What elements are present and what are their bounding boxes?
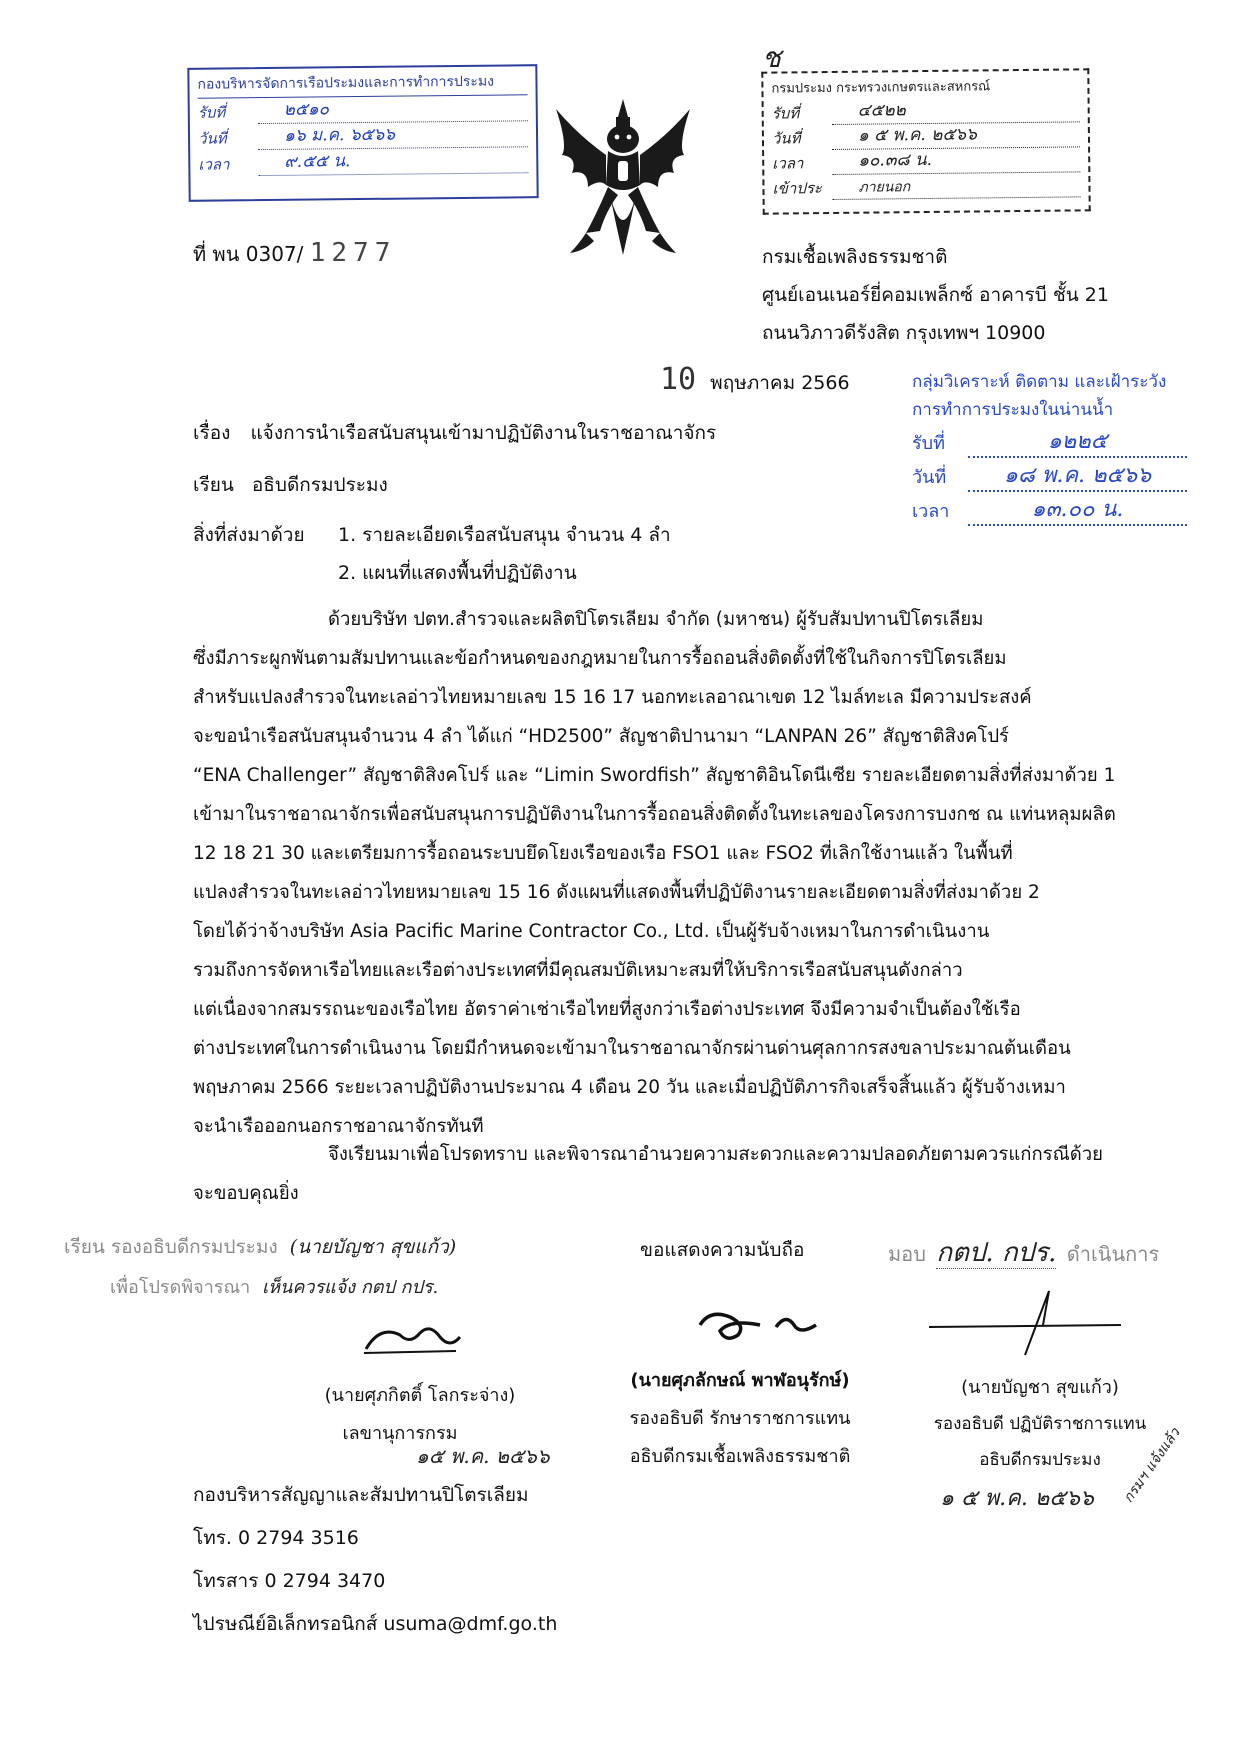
recipient-label: เรียน	[193, 474, 234, 496]
right-signer-name: (นายบัญชา สุขแก้ว)	[961, 1377, 1119, 1398]
recipient-text: อธิบดีกรมประมง	[251, 474, 388, 496]
enclosure-item: 1. รายละเอียดเรือสนับสนุน จำนวน 4 ลำ	[338, 524, 671, 546]
stamp-row	[772, 147, 1080, 175]
receiving-stamp-fisheries-division	[187, 64, 538, 202]
body-line: จะขอนำเรือสนับสนุนจำนวน 4 ลำ ได้แก่ “HD2500” สัญชาติปานามา “LANPAN 26” สัญชาติสิงคโปร์	[193, 726, 1009, 747]
left-signer-position: เลขานุการกรม	[342, 1423, 458, 1444]
stamp-value: ๑๓.๐๐ น.	[968, 496, 1187, 526]
subject-line	[193, 418, 716, 448]
body-line: สำหรับแปลงสำรวจในทะเลอ่าวไทยหมายเลข 15 16 17 นอกทะเลอาณาเขต 12 ไมล์ทะเล มีความประสงค์	[193, 687, 1032, 708]
right-assignment-note	[888, 1232, 1159, 1273]
assign-handwritten: กตป. กปร.	[936, 1238, 1057, 1268]
stamp-label: รับที่	[197, 103, 226, 122]
document-number	[193, 238, 396, 270]
agency-name: กรมเชื้อเพลิงธรรมชาติ	[762, 246, 948, 268]
stamp-row	[198, 147, 528, 176]
stamp-value: ๒๕๑๐	[258, 93, 528, 124]
body-line: แปลงสำรวจในทะเลอ่าวไทยหมายเลข 15 16 ดังแผนที่แสดงพื้นที่ปฏิบัติงานรายละเอียดตามสิ่งที่ส่งมาด้วย 2	[193, 882, 1040, 903]
assign-prefix: มอบ	[888, 1242, 926, 1266]
handwritten-name: (นายบัญชา สุขแก้ว)	[289, 1236, 457, 1258]
stamp-title: การทำการประมงในน่านน้ำ	[912, 400, 1114, 420]
letter-date	[660, 362, 850, 398]
body-paragraph	[193, 600, 1133, 1146]
body-line: เข้ามาในราชอาณาจักรเพื่อสนับสนุนการปฏิบัติงานในการรื้อถอนสิ่งติดตั้งในทะเลของโครงการบงกช ณ แท่นหลุมผลิต	[193, 804, 1116, 825]
document-number-prefix: ที่ พน 0307/	[193, 242, 304, 266]
body-line: จึงเรียนมาเพื่อโปรดทราบ และพิจารณาอำนวยความสะดวกและความปลอดภัยตามควรแก่กรณีด้วย	[328, 1144, 1104, 1165]
center-signature	[690, 1295, 830, 1355]
date-day: 10	[660, 362, 697, 397]
left-signature	[360, 1315, 470, 1360]
center-signer-position: อธิบดีกรมเชื้อเพลิงธรรมชาติ	[629, 1446, 851, 1467]
recipient-line	[193, 470, 388, 500]
stamp-row	[772, 172, 1080, 200]
center-signer-name: (นายศุภลักษณ์ พาฬอนุรักษ์)	[630, 1370, 850, 1391]
stamp-value: ๔๕๒๒	[832, 94, 1080, 125]
body-line: พฤษภาคม 2566 ระยะเวลาปฏิบัติงานประมาณ 4 เดือน 20 วัน และเมื่อปฏิบัติภารกิจเสร็จสิ้นแล้ว ผู้รับจ้างเหมา	[193, 1077, 1066, 1098]
body-line: แต่เนื่องจากสมรรถนะของเรือไทย อัตราค่าเช่าเรือไทยที่สูงกว่าเรือต่างประเทศ จึงมีความจำเป็นต้องใช้เรือ	[193, 999, 1021, 1020]
center-signer-position: รองอธิบดี รักษาราชการแทน	[629, 1408, 851, 1429]
left-note-line-2	[110, 1272, 438, 1301]
agency-address-line: ศูนย์เอนเนอร์ยี่คอมเพล็กซ์ อาคารบี ชั้น 21	[762, 284, 1109, 306]
body-line: จะนำเรือออกนอกราชอาณาจักรทันที	[193, 1116, 484, 1137]
stamp-label: เวลา	[772, 154, 804, 173]
left-signer-name: (นายศุภกิตติ์ โลกระจ่าง)	[324, 1385, 516, 1406]
stamp-title: กองบริหารจัดการเรือประมงและการทำการประมง	[197, 70, 527, 98]
contact-fax: โทรสาร 0 2794 3470	[193, 1570, 386, 1592]
document-number-stamped: 1277	[309, 238, 397, 268]
right-note-extra: กรมฯ แจ้งแล้ว	[1120, 1425, 1184, 1506]
stamp-value: ภายนอก	[832, 174, 1080, 200]
stamp-row	[912, 492, 1187, 526]
left-note-date: ๑๕ พ.ค. ๒๕๖๖	[416, 1444, 550, 1468]
subject-label: เรื่อง	[193, 422, 231, 444]
closing-paragraph	[193, 1135, 1133, 1213]
stamp-label: วันที่	[912, 467, 947, 488]
contact-phone: โทร. 0 2794 3516	[193, 1527, 359, 1549]
stamp-value: ๙.๕๕ น.	[258, 145, 528, 176]
body-line: ด้วยบริษัท ปตท.สำรวจและผลิตปิโตรเลียม จำกัด (มหาชน) ผู้รับสัมปทานปิโตรเลียม	[328, 609, 984, 630]
body-line: จะขอบคุณยิ่ง	[193, 1183, 299, 1204]
stamp-label: รับที่	[912, 433, 945, 454]
stamp-label: เวลา	[198, 155, 230, 174]
forward-stamp-text: เพื่อโปรดพิจารณา	[110, 1277, 251, 1298]
handwritten-initial: ช	[762, 41, 782, 74]
garuda-emblem	[548, 95, 698, 265]
stamp-value: ๑ ๕ พ.ค. ๒๕๖๖	[832, 119, 1080, 150]
stamp-title: กรมประมง กระทรวงเกษตรและสหกรณ์	[771, 79, 991, 97]
stamp-label: วันที่	[771, 129, 801, 148]
forward-stamp-text: เรียน รองอธิบดีกรมประมง	[64, 1236, 278, 1258]
stamp-value: ๑๘ พ.ค. ๒๕๖๖	[968, 462, 1187, 492]
body-line: ต่างประเทศในการดำเนินงาน โดยมีกำหนดจะเข้ามาในราชอาณาจักรผ่านด่านศุลกากรสงขลาประมาณต้นเดือน	[193, 1038, 1071, 1059]
assign-suffix: ดำเนินการ	[1066, 1242, 1160, 1266]
body-line: 12 18 21 30 และเตรียมการรื้อถอนระบบยึดโยงเรือของเรือ FSO1 และ FSO2 ที่เลิกใช้งานแล้ว ในพื้นที่	[193, 843, 1013, 864]
receiving-stamp-department-of-fisheries	[761, 68, 1090, 214]
body-line: รวมถึงการจัดหาเรือไทยและเรือต่างประเทศที่มีคุณสมบัติเหมาะสมที่ให้บริการเรือสนับสนุนดังกล่าว	[193, 960, 963, 981]
stamp-row	[912, 424, 1187, 458]
stamp-label: รับที่	[771, 104, 800, 123]
receiving-stamp-monitoring-group	[912, 368, 1187, 526]
stamp-row	[912, 458, 1187, 492]
stamp-label: เวลา	[912, 501, 950, 522]
right-signer-position: รองอธิบดี ปฏิบัติราชการแทน	[933, 1414, 1147, 1434]
right-signer-position: อธิบดีกรมประมง	[979, 1450, 1101, 1470]
closing-salutation: ขอแสดงความนับถือ	[640, 1239, 805, 1261]
handwritten-comment: เห็นควรแจ้ง กตป กปร.	[262, 1277, 439, 1298]
subject-text: แจ้งการนำเรือสนับสนุนเข้ามาปฏิบัติงานในราชอาณาจักร	[250, 422, 717, 444]
contact-division: กองบริหารสัญญาและสัมปทานปิโตรเลียม	[193, 1484, 529, 1506]
stamp-label: เข้าประ	[772, 179, 823, 198]
contact-email: ไปรษณีย์อิเล็กทรอนิกส์ usuma@dmf.go.th	[193, 1613, 558, 1635]
stamp-value: ๑๒๒๕	[968, 428, 1187, 458]
left-note-line-1	[64, 1232, 456, 1262]
enclosure-item: 2. แผนที่แสดงพื้นที่ปฏิบัติงาน	[338, 562, 577, 584]
stamp-value: ๑๖ ม.ค. ๖๕๖๖	[258, 119, 528, 150]
stamp-value: ๑๐.๓๘ น.	[832, 144, 1080, 175]
stamp-label: วันที่	[197, 129, 227, 148]
body-line: ซึ่งมีภาระผูกพันตามสัมปทานและข้อกำหนดของกฎหมายในการรื้อถอนสิ่งติดตั้งที่ใช้ในกิจการปิโตรเลียม	[193, 648, 1007, 669]
stamp-title: กลุ่มวิเคราะห์ ติดตาม และเฝ้าระวัง	[912, 372, 1167, 392]
right-note-date: ๑ ๕ พ.ค. ๒๕๖๖	[940, 1486, 1094, 1511]
body-line: “ENA Challenger” สัญชาติสิงคโปร์ และ “Limin Swordfish” สัญชาติอินโดนีเซีย รายละเอียดตามสิ่งที่ส่งมาด้วย 1	[193, 765, 1116, 786]
enclosures-label: สิ่งที่ส่งมาด้วย	[193, 524, 305, 546]
agency-address-line: ถนนวิภาวดีรังสิต กรุงเทพฯ 10900	[762, 322, 1046, 344]
body-line: โดยได้ว่าจ้างบริษัท Asia Pacific Marine Contractor Co., Ltd. เป็นผู้รับจ้างเหมาในการดำเนินงาน	[193, 921, 990, 942]
right-signature	[925, 1285, 1125, 1360]
date-month-year: พฤษภาคม 2566	[710, 372, 850, 394]
